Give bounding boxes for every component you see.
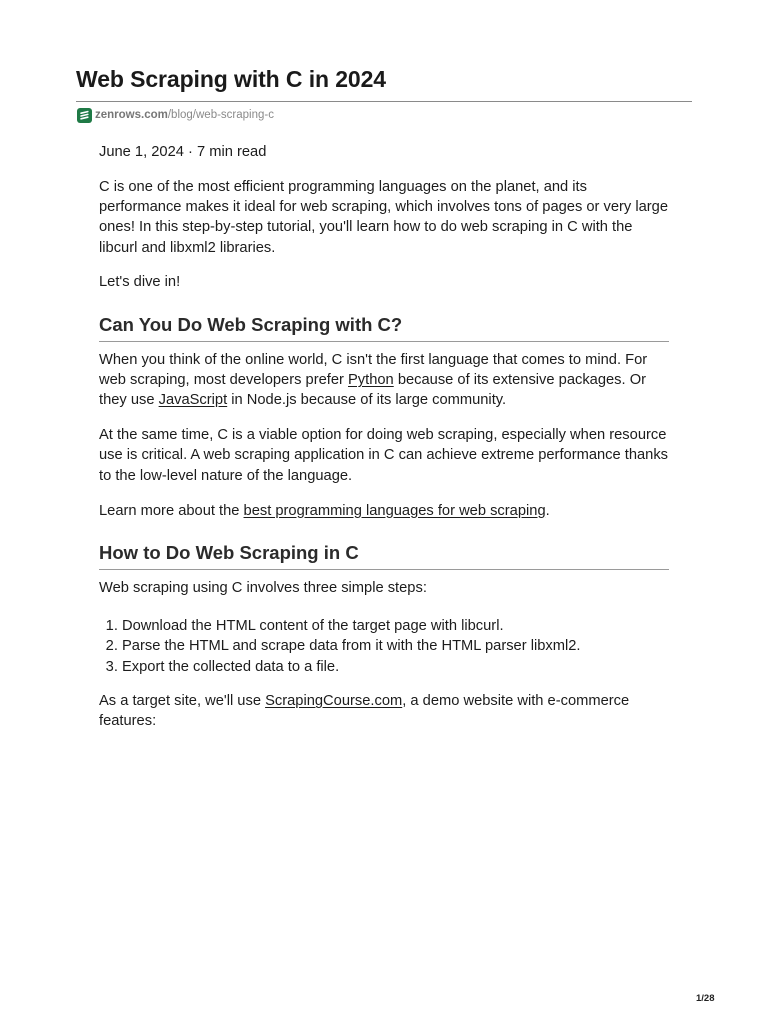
source-path[interactable]: /blog/web-scraping-c [167, 109, 274, 121]
source-url[interactable] [77, 107, 274, 123]
list-item: 1. Download the HTML content of the target page with libcurl. [122, 616, 669, 636]
title-divider [76, 101, 692, 102]
section-heading-how-to: How to Do Web Scraping in C [99, 541, 669, 570]
python-link[interactable]: Python [348, 372, 394, 389]
text-span: in Node.js because of its large community. [227, 392, 507, 409]
scrapingcourse-link[interactable]: ScrapingCourse.com [265, 693, 403, 710]
section2-paragraph-2 [99, 691, 669, 732]
text-span: . [545, 502, 550, 519]
list-item: 3. Export the collected data to a file. [122, 657, 669, 677]
text-span: As a target site, we'll use [99, 693, 266, 710]
source-domain[interactable]: zenrows.com [95, 109, 168, 121]
dive-in-paragraph: Let's dive in! [99, 274, 181, 291]
text-span: , a demo website with e-commerce features: [99, 693, 630, 730]
best-languages-link[interactable]: best programming languages for web scraping [243, 502, 546, 519]
page-title: Web Scraping with C in 2024 [76, 66, 387, 92]
section1-paragraph-3 [99, 501, 669, 521]
javascript-link[interactable]: JavaScript [158, 392, 228, 409]
article-body [99, 142, 669, 746]
text-span: because of its extensive packages. Or they use [99, 372, 647, 409]
text-span: Learn more about the [99, 502, 244, 519]
intro-paragraph: C is one of the most efficient programming languages on the planet, and its performance makes it ideal for web scraping, which involves tons of pages or very large ones! In this step-by-step tutorial, you'll learn how to do web scraping in C with the libcurl and libxml2 libraries. [99, 178, 669, 256]
section2-paragraph-1: Web scraping using C involves three simple steps: [99, 579, 427, 596]
zenrows-logo-icon [77, 108, 92, 123]
section1-paragraph-2: At the same time, C is a viable option for doing web scraping, especially when resource use is critical. A web scraping application in C can achieve extreme performance thanks to the low-level nature of the language. [99, 427, 669, 484]
section1-paragraph-1 [99, 350, 669, 411]
article-meta: June 1, 2024 · 7 min read [99, 144, 267, 160]
list-item: 2. Parse the HTML and scrape data from it with the HTML parser libxml2. [122, 636, 669, 656]
text-span: When you think of the online world, C isn't the first language that comes to mind. For web scraping, most developers prefer [99, 351, 648, 389]
page-number: 1/28 [696, 993, 715, 1004]
steps-list [99, 616, 669, 677]
section-heading-can-you: Can You Do Web Scraping with C? [99, 313, 669, 342]
